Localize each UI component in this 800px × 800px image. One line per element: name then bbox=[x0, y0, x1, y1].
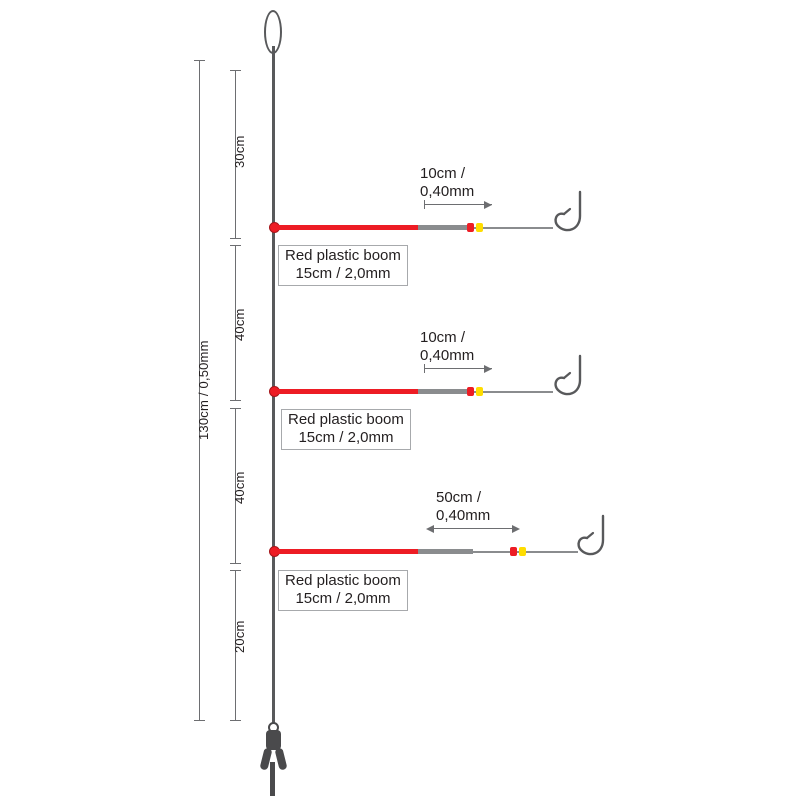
boom-3-grey-sleeve bbox=[418, 549, 473, 554]
segment-4-cap-top bbox=[230, 570, 241, 571]
boom-2-snood-dim-arrow bbox=[484, 365, 492, 373]
boom-1-snood-dim-bar bbox=[424, 204, 492, 205]
boom-3-hook-icon bbox=[563, 514, 609, 566]
boom-3-red-arm bbox=[278, 549, 418, 554]
overall-length-cap-bottom bbox=[194, 720, 205, 721]
boom-2-snood-dim-cap-left bbox=[424, 364, 425, 373]
boom-1-label-line2: 15cm / 2,0mm bbox=[295, 265, 391, 282]
boom-1-snood-dim-arrow bbox=[484, 201, 492, 209]
boom-3-red-bead bbox=[510, 547, 517, 556]
segment-1-cap-bottom bbox=[230, 238, 241, 239]
segment-2-cap-bottom bbox=[230, 400, 241, 401]
segment-1-cap-top bbox=[230, 70, 241, 71]
overall-length-cap-top bbox=[194, 60, 205, 61]
segment-2-cap-top bbox=[230, 245, 241, 246]
segment-2-label: 40cm bbox=[232, 308, 247, 341]
boom-2-label-line2: 15cm / 2,0mm bbox=[298, 429, 394, 446]
boom-1-snood-label bbox=[420, 165, 474, 201]
segment-3-cap-bottom bbox=[230, 563, 241, 564]
boom-3-snood-label bbox=[436, 489, 490, 525]
boom-1-label-box bbox=[278, 245, 408, 286]
boom-1-red-arm bbox=[278, 225, 418, 230]
boom-3-label-line1: Red plastic boom bbox=[285, 572, 401, 589]
boom-3-snood-dim-arrow-right bbox=[512, 525, 520, 533]
boom-2-label-line1: Red plastic boom bbox=[288, 411, 404, 428]
boom-1-snood-label-line1: 10cm / bbox=[420, 165, 466, 182]
boom-1-snood-dim-cap-left bbox=[424, 200, 425, 209]
boom-1-grey-sleeve bbox=[418, 225, 473, 230]
boom-3-label-line2: 15cm / 2,0mm bbox=[295, 590, 391, 607]
segment-4-cap-bottom bbox=[230, 720, 241, 721]
boom-2-label-box bbox=[281, 409, 411, 450]
boom-2-yellow-bead bbox=[476, 387, 483, 396]
boom-1-label-line1: Red plastic boom bbox=[285, 247, 401, 264]
overall-length-label: 130cm / 0,50mm bbox=[196, 340, 211, 440]
boom-2-snood-label bbox=[420, 329, 474, 365]
boom-1-yellow-bead bbox=[476, 223, 483, 232]
segment-3-label: 40cm bbox=[232, 471, 247, 504]
boom-3-snood-dim-bar bbox=[432, 528, 518, 529]
boom-2-snood-label-line1: 10cm / bbox=[420, 329, 466, 346]
segment-4-label: 20cm bbox=[232, 620, 247, 653]
boom-2-hook-icon bbox=[540, 354, 586, 406]
boom-3-snood-dim-arrow-left bbox=[426, 525, 434, 533]
boom-2-red-bead bbox=[467, 387, 474, 396]
boom-3-yellow-bead bbox=[519, 547, 526, 556]
boom-2-red-arm bbox=[278, 389, 418, 394]
boom-1-hook-icon bbox=[540, 190, 586, 242]
boom-3-snood-label-line1: 50cm / bbox=[436, 489, 482, 506]
segment-1-label: 30cm bbox=[232, 135, 247, 168]
segment-3-cap-top bbox=[230, 408, 241, 409]
boom-3-snood-label-line2: 0,40mm bbox=[436, 507, 491, 524]
boom-2-snood-label-line2: 0,40mm bbox=[420, 347, 475, 364]
boom-1-red-bead bbox=[467, 223, 474, 232]
boom-3-label-box bbox=[278, 570, 408, 611]
swivel-tail-line bbox=[270, 762, 275, 796]
boom-1-snood-label-line2: 0,40mm bbox=[420, 183, 475, 200]
boom-2-grey-sleeve bbox=[418, 389, 473, 394]
boom-2-snood-dim-bar bbox=[424, 368, 492, 369]
swivel-arm-right bbox=[274, 747, 287, 770]
